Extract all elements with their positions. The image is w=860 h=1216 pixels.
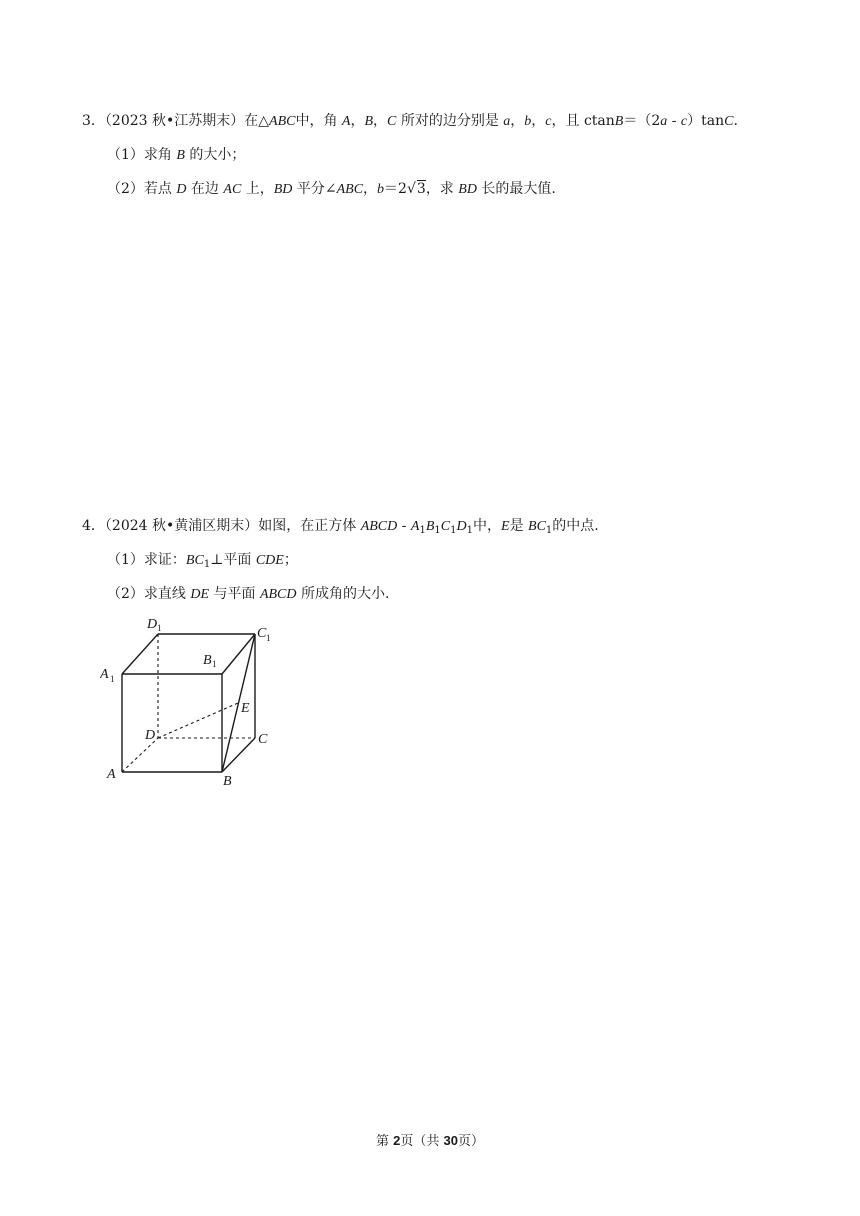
q4-part1-suffix: ； bbox=[283, 552, 298, 568]
q3-a2: a bbox=[660, 114, 668, 129]
edge-a1-d1 bbox=[122, 634, 158, 674]
q3-B: B bbox=[364, 114, 374, 129]
q4-text1: 中， bbox=[473, 518, 501, 534]
q4-part1-mid: ⊥平面 bbox=[210, 552, 256, 568]
q4-part2-ABCD: ABCD bbox=[259, 587, 297, 602]
q4-part2-suffix: 所成角的大小. bbox=[296, 586, 390, 602]
label-a: A bbox=[107, 767, 116, 782]
q3-a: a bbox=[503, 114, 511, 129]
q3-part2-mid5: ，求 bbox=[425, 181, 459, 197]
q3-part2-ABC: ABC bbox=[336, 182, 364, 197]
q4-sub-bc: 1 bbox=[545, 525, 553, 536]
cube-diagram bbox=[100, 612, 280, 792]
label-a1: A bbox=[100, 667, 109, 682]
q3-part2-suffix: 长的最大值. bbox=[476, 181, 556, 197]
q3-part2-mid4: ， bbox=[363, 181, 378, 197]
cube-edges bbox=[122, 634, 255, 772]
q3-part2-prefix: （2）若点 bbox=[107, 181, 177, 197]
q3-b: b bbox=[524, 114, 532, 129]
hidden-edges bbox=[122, 634, 255, 772]
footer-total-pages: 30 bbox=[443, 1133, 458, 1148]
q3-part2-BD2: BD bbox=[458, 182, 477, 197]
edge-a-d bbox=[122, 738, 158, 772]
q4-C1: C bbox=[440, 519, 451, 534]
q3-part1 bbox=[107, 145, 245, 166]
edge-b-c bbox=[222, 738, 255, 772]
label-a1-sub: 1 bbox=[110, 674, 115, 684]
q4-A1: A bbox=[410, 519, 420, 534]
q4-stem bbox=[82, 516, 599, 537]
q3-part2-AC: AC bbox=[223, 182, 242, 197]
q3-A: A bbox=[341, 114, 351, 129]
q3-text1: 中，角 bbox=[295, 113, 342, 129]
label-b: B bbox=[223, 774, 232, 789]
q4-text3: 的中点. bbox=[552, 518, 599, 534]
q4-E: E bbox=[501, 519, 510, 534]
q3-text3: ，且 ctan bbox=[551, 113, 615, 129]
q3-part1-B: B bbox=[176, 148, 185, 163]
q3-abc: ABC bbox=[269, 114, 296, 129]
q4-D1: D bbox=[456, 519, 467, 534]
label-d1: D bbox=[147, 617, 158, 632]
q3-part2-sqrt: 3 bbox=[416, 181, 426, 197]
q3-part2-b: b bbox=[377, 182, 385, 197]
q3-text5: ）tan bbox=[687, 113, 725, 129]
footer-mid: 页（共 bbox=[400, 1134, 444, 1149]
label-c1-sub: 1 bbox=[266, 633, 271, 643]
cube-figure bbox=[100, 612, 280, 796]
q3-c2: c bbox=[680, 114, 688, 129]
q3-part2-mid2: 上， bbox=[241, 181, 274, 197]
label-b1-sub: 1 bbox=[212, 659, 217, 669]
q3-Bvar: B bbox=[614, 114, 624, 129]
q4-sub-a: 1 bbox=[419, 525, 426, 536]
edge-d-e bbox=[158, 703, 238, 738]
label-c: C bbox=[258, 732, 268, 747]
q4-part2-mid: 与平面 bbox=[209, 586, 260, 602]
q3-part2-eq: ＝2 bbox=[384, 181, 407, 197]
q3-c: c bbox=[545, 114, 552, 129]
q3-Cvar: C bbox=[724, 114, 734, 129]
q3-part2 bbox=[107, 179, 556, 200]
q4-part2 bbox=[107, 584, 389, 605]
q4-part2-DE: DE bbox=[190, 587, 210, 602]
q3-header: 3．（2023 秋•江苏期末）在△ bbox=[82, 113, 270, 129]
q3-part2-BD: BD bbox=[273, 182, 293, 197]
q3-part1-suffix: 的大小； bbox=[184, 147, 246, 163]
q4-part1-sub: 1 bbox=[203, 559, 211, 570]
label-d1-sub: 1 bbox=[157, 623, 162, 633]
q3-part2-mid1: 在边 bbox=[186, 181, 224, 197]
label-e: E bbox=[241, 701, 250, 716]
footer-prefix: 第 bbox=[376, 1134, 394, 1149]
q3-part1-prefix: （1）求角 bbox=[107, 147, 177, 163]
page-footer bbox=[0, 1130, 860, 1149]
q4-part1-CDE: CDE bbox=[255, 553, 284, 568]
footer-suffix: 页） bbox=[457, 1134, 484, 1149]
q3-text2: 所对的边分别是 bbox=[396, 113, 504, 129]
q3-stem: 3．（2023 秋•江苏期末）在△ABC中，角 A，B，C 所对的边分别是 a，b，c，且 ctanB＝（2a - c）tanC. bbox=[82, 113, 738, 129]
q4-part1-prefix: （1）求证： bbox=[107, 552, 186, 568]
q4-sub-d: 1 bbox=[466, 525, 473, 536]
q4-part1 bbox=[107, 550, 298, 571]
q4-sub-c: 1 bbox=[450, 525, 457, 536]
q3-part2-mid3: 平分∠ bbox=[292, 181, 337, 197]
sqrt-symbol: √ bbox=[406, 181, 416, 197]
q4-header: 4．（2024 秋•黄浦区期末）如图，在正方体 bbox=[82, 518, 361, 534]
q4-cube: ABCD bbox=[360, 519, 398, 534]
q3-C: C bbox=[387, 114, 397, 129]
q3-part2-D: D bbox=[176, 182, 187, 197]
label-d: D bbox=[145, 728, 156, 743]
label-c1: C bbox=[257, 626, 267, 641]
q4-part1-BC: BC bbox=[185, 553, 204, 568]
q4-B1: B bbox=[425, 519, 435, 534]
label-b1: B bbox=[203, 653, 212, 668]
q4-dash: - bbox=[397, 518, 411, 534]
q3-text4: ＝（2 bbox=[623, 113, 661, 129]
footer-page-number: 2 bbox=[393, 1133, 401, 1148]
q3-minus: - bbox=[667, 113, 681, 129]
q4-part2-prefix: （2）求直线 bbox=[107, 586, 191, 602]
q3-end: . bbox=[733, 113, 738, 129]
q4-sub-b: 1 bbox=[434, 525, 441, 536]
q4-text2: 是 bbox=[509, 518, 529, 534]
q4-BC: BC bbox=[528, 519, 546, 534]
